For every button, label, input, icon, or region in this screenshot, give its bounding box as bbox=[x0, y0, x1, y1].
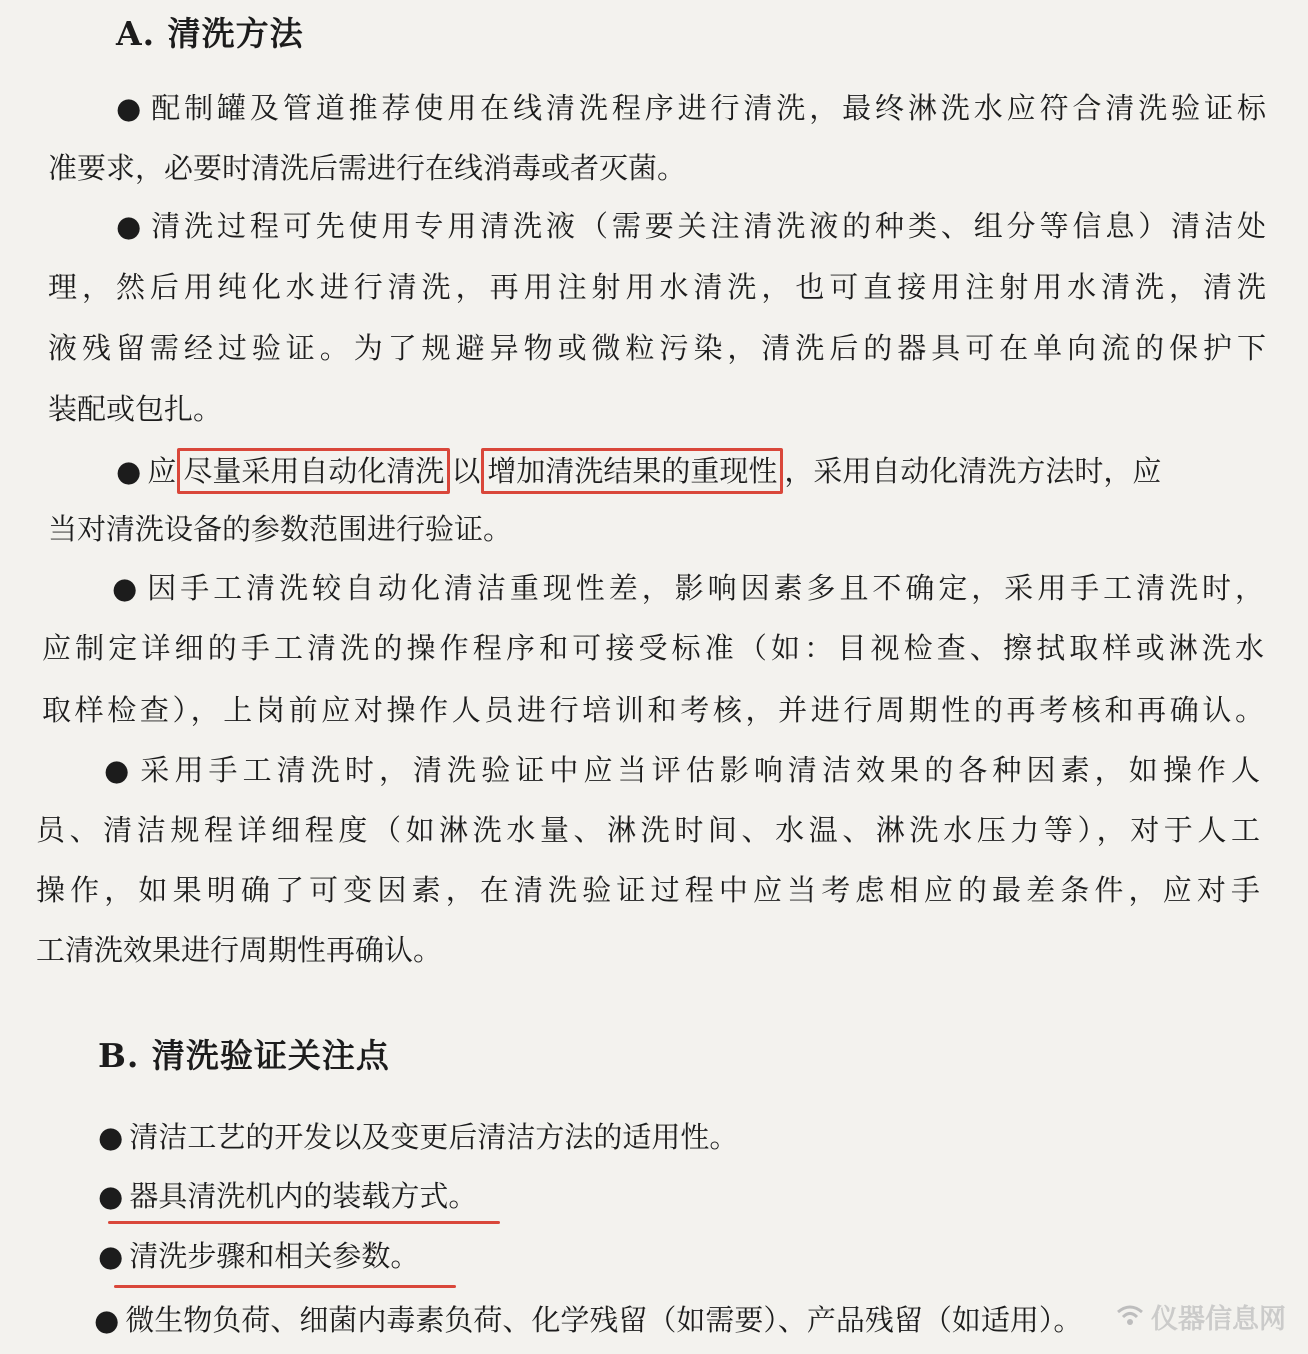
watermark-text: 仪器信息网 bbox=[1151, 1304, 1286, 1335]
list-item-text: 清洁工艺的开发以及变更后清洁方法的适用性。 bbox=[129, 1120, 739, 1154]
paragraph-line bbox=[36, 810, 1260, 850]
bullet: ● bbox=[116, 209, 142, 243]
highlight-box-automation: 尽量采用自动化清洗 bbox=[177, 448, 450, 494]
paragraph-line bbox=[48, 328, 1266, 368]
bullet: ● bbox=[104, 753, 130, 787]
bullet: ● bbox=[98, 1179, 124, 1213]
list-item-text: 清洗步骤和相关参数。 bbox=[129, 1239, 420, 1273]
paragraph-line bbox=[36, 870, 1260, 910]
paragraph-text: 液残留需经过验证。为了规避异物或微粒污染，清洗后的器具可在单向流的保护下 bbox=[48, 331, 1266, 365]
paragraph-text: 采用手工清洗时，清洗验证中应当评估影响清洁效果的各种因素，如操作人 bbox=[135, 753, 1260, 787]
paragraph-text: 装配或包扎。 bbox=[48, 392, 223, 426]
highlight-box-reproducibility: 增加清洗结果的重现性 bbox=[481, 448, 783, 494]
paragraph-line bbox=[48, 509, 512, 549]
paragraph-line bbox=[48, 267, 1266, 307]
paragraph-line bbox=[36, 930, 442, 970]
watermark bbox=[1115, 1297, 1286, 1336]
underline-annotation-steps bbox=[114, 1285, 456, 1288]
paragraph-text: 理，然后用纯化水进行清洗，再用注射用水清洗，也可直接用注射用水清洗，清洗 bbox=[48, 270, 1266, 304]
paragraph-line bbox=[104, 750, 1260, 790]
paragraph-text: 当对清洗设备的参数范围进行验证。 bbox=[48, 512, 513, 546]
paragraph-text: 清洗过程可先使用专用清洗液（需要关注清洗液的种类、组分等信息）清洁处 bbox=[147, 209, 1266, 243]
list-item bbox=[98, 1176, 477, 1216]
paragraph-text: 以 bbox=[451, 454, 481, 488]
paragraph-text: 操作，如果明确了可变因素，在清洗验证过程中应当考虑相应的最差条件，应对手 bbox=[36, 873, 1260, 907]
section-b-heading: B. 清洗验证关注点 bbox=[98, 1036, 390, 1075]
bullet: ● bbox=[98, 1239, 124, 1273]
paragraph-line bbox=[48, 148, 686, 188]
bullet: ● bbox=[116, 454, 142, 488]
paragraph-line bbox=[112, 568, 1264, 608]
paragraph-text: 准要求，必要时清洗后需进行在线消毒或者灭菌。 bbox=[48, 151, 687, 185]
paragraph-text: ，采用自动化清洗方法时，应 bbox=[784, 454, 1162, 488]
paragraph-text: 取样检查），上岗前应对操作人员进行培训和考核，并进行周期性的再考核和再确认。 bbox=[42, 693, 1264, 727]
paragraph-line bbox=[48, 389, 222, 429]
paragraph-line bbox=[42, 690, 1264, 730]
list-item-text: 器具清洗机内的装载方式。 bbox=[129, 1179, 478, 1213]
paragraph-text: 工清洗效果进行周期性再确认。 bbox=[36, 933, 443, 967]
bullet: ● bbox=[116, 91, 142, 125]
list-item bbox=[98, 1236, 419, 1276]
underline-annotation-loading bbox=[108, 1221, 500, 1224]
bullet: ● bbox=[112, 571, 138, 605]
bullet: ● bbox=[98, 1120, 124, 1154]
paragraph-text: 员、清洁规程详细程度（如淋洗水量、淋洗时间、水温、淋洗水压力等），对于人工 bbox=[36, 813, 1260, 847]
list-item bbox=[98, 1117, 738, 1157]
list-item bbox=[94, 1300, 1082, 1340]
list-item-text: 微生物负荷、细菌内毒素负荷、化学残留（如需要）、产品残留（如适用）。 bbox=[125, 1303, 1083, 1337]
paragraph-line bbox=[116, 206, 1266, 246]
paragraph-line bbox=[116, 448, 1266, 488]
paragraph-line bbox=[116, 88, 1266, 128]
bullet: ● bbox=[94, 1303, 120, 1337]
wifi-signal-icon bbox=[1115, 1301, 1145, 1336]
paragraph-text: 配制罐及管道推荐使用在线清洗程序进行清洗，最终淋洗水应符合清洗验证标 bbox=[147, 91, 1266, 125]
paragraph-text: 应制定详细的手工清洗的操作程序和可接受标准（如：目视检查、擦拭取样或淋洗水 bbox=[42, 631, 1264, 665]
paragraph-text: 应 bbox=[147, 454, 177, 488]
paragraph-line bbox=[42, 628, 1264, 668]
paragraph-text: 因手工清洗较自动化清洁重现性差，影响因素多且不确定，采用手工清洗时， bbox=[143, 571, 1264, 605]
section-a-heading: A. 清洗方法 bbox=[116, 14, 304, 53]
